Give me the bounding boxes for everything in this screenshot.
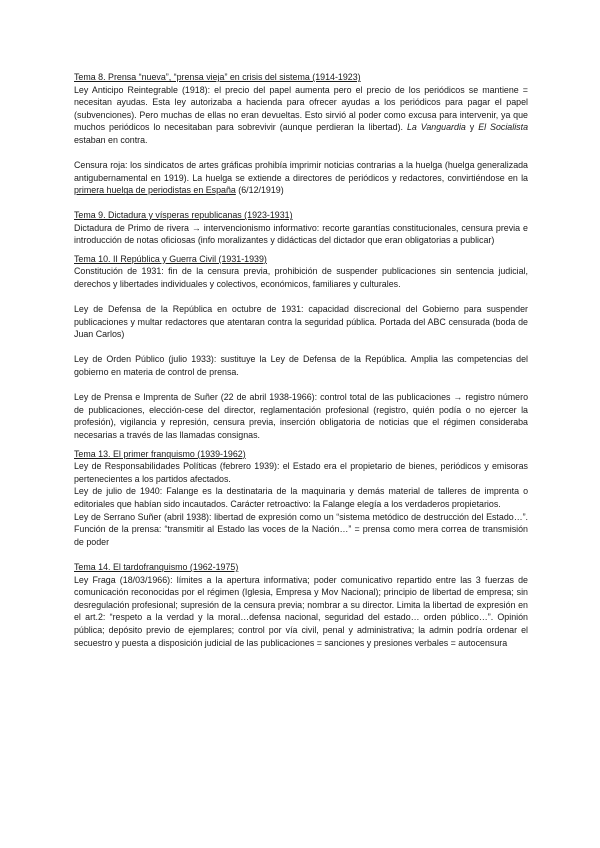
paragraph: Constitución de 1931: fin de la censura previa, prohibición de suspender publicaciones sin sentencia judicial, derechos y libertades individuales y colectivos, económicos, familiares y culturales. (74, 266, 528, 289)
paragraph (74, 84, 528, 147)
paragraph-text: y (465, 122, 479, 133)
paragraph: Ley de Orden Público (julio 1933): sustituye la Ley de Defensa de la República. Amplia las competencias del gobierno en materia de control de prensa. (74, 354, 528, 378)
section-title: Tema 13. El primer franquismo (1939-1962) (74, 448, 246, 459)
section-tema-8 (74, 71, 528, 197)
paragraph: Ley de Responsabilidades Políticas (febrero 1939): el Estado era el propietario de bienes, periódicos y emisoras pertenecientes a los partidos afectados. (74, 461, 528, 484)
paragraph (74, 159, 528, 197)
paragraph: Ley de julio de 1940: Falange es la destinataria de la maquinaria y demás material de talleres de imprenta o editoriales que habían sido incautados. Carácter retroactivo: la Falange elegía a los verdaderos propietarios. (74, 486, 528, 509)
section-title: Tema 9. Dictadura y vísperas republicanas (1923-1931) (74, 209, 293, 220)
underlined-text: primera huelga de periodistas en España (74, 185, 236, 196)
document-page (74, 71, 528, 649)
paragraph: Ley de Serrano Suñer (abril 1938): libertad de expresión como un “sistema metódico de destrucción del Estado…”. Función de la prensa: “transmitir al Estado las voces de la Nación…” = prensa como mera correa de transmisión de poder (74, 511, 528, 547)
section-tema-13 (74, 448, 528, 549)
section-tema-10 (74, 253, 528, 442)
section-tema-9 (74, 209, 528, 247)
paragraph: Ley de Prensa e Imprenta de Suñer (22 de abril 1938-1966): control total de las publicaciones → registro número de publicaciones, elección-cese del director, reglamentación profesional (registro, quién podía o no ejercer la profesión), vigilancia y represión, censura previa, inserción obligatoria de noticias que el régimen consideraba necesarias a través de las llamadas consignas. (74, 392, 528, 441)
paragraph: Ley Fraga (18/03/1966): límites a la apertura informativa; poder comunicativo repartido entre las 3 fuerzas de comunicación reconocidas por el régimen (Iglesia, Empresa y Mov Nacional); principio de libertad de empresa; sin desregulación profesional; supresión de la censura previa; nombrar a su director. Limita la libertad de expresión en el art.2: “respeto a la verdad y la moral…defensa nacional, seguridad del estado… orden público…”. Opinión pública; depósito previo de ejemplares; control por vía civil, penal y administrativa; la admin podría ordenar el secuestro y puesta a disposición judicial de las publicaciones = sanciones y presiones verbales = autocensura (74, 574, 528, 648)
section-title: Tema 10. II República y Guerra Civil (1931-1939) (74, 253, 267, 264)
paragraph-text: Censura roja: los sindicatos de artes gráficas prohibía imprimir noticias contrarias a la huelga (huelga generalizada antigubernamental en 1919). La huelga se extiende a directores de periódicos y redactores, convirtiéndose en la (74, 160, 528, 183)
paragraph: Dictadura de Primo de rivera → intervencionismo informativo: recorte garantías constitucionales, censura previa e introducción de notas oficiosas (info moralizantes y didácticas del dictador que eran obligatorias a publicar) (74, 222, 528, 246)
section-tema-14 (74, 561, 528, 649)
paragraph-text: estaban en contra. (74, 134, 148, 145)
newspaper-name: El Socialista (478, 122, 529, 133)
paragraph-text: (6/12/1919) (235, 185, 284, 196)
paragraph: Ley de Defensa de la República en octubre de 1931: capacidad discrecional del Gobierno para suspender publicaciones y multar redactores que atentaran contra la seguridad pública. Portada del ABC censurada (boda de Juan Carlos) (74, 304, 528, 340)
newspaper-name: La Vanguardia (406, 122, 466, 133)
section-title: Tema 8. Prensa “nueva”, “prensa vieja” en crisis del sistema (1914-1923) (74, 72, 361, 82)
paragraph-text: Ley Anticipo Reintegrable (1918): el precio del papel aumenta pero el precio de los periódicos se mantiene = necesitan ayudas. Esta ley autorizaba a hacienda para ofrecer ayudas a los periódicos para pagar el papel (subvenciones). Pero muchas de ellas no eran devueltas. Esto sirvió al poder como excusa para intervenir, ya que muchos periódicos lo necesitaban para sobrevivir (aunque perdieran la libertad). (74, 84, 528, 133)
section-title: Tema 14. El tardofranquismo (1962-1975) (74, 561, 239, 572)
